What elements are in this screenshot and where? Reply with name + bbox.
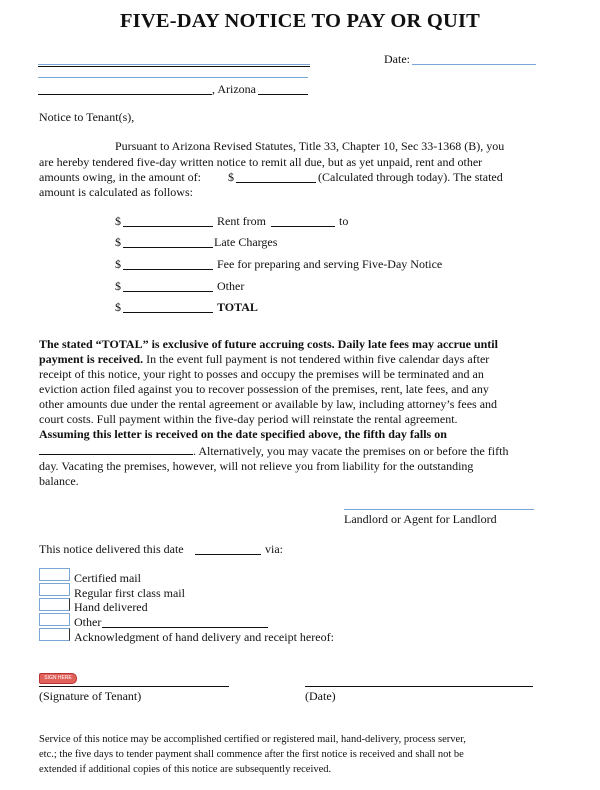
rent-amount-field[interactable] xyxy=(123,226,213,227)
total-amount-field[interactable] xyxy=(123,312,213,313)
footer-line-2: etc.; the five days to tender payment shall commence after the first notice is received and shall not be xyxy=(39,749,464,760)
intro-line-3c: (Calculated through today). The stated xyxy=(318,170,503,184)
date-label: Date: xyxy=(384,52,410,66)
acknowledgment-checkbox[interactable] xyxy=(39,628,70,641)
terms-line-2-bold: payment is received. xyxy=(39,352,144,366)
terms-line-5: other amounts due under the rental agreement or available by law, including attorney’s fees and xyxy=(39,397,498,411)
other-delivery-checkbox[interactable] xyxy=(39,613,70,626)
footer-line-3: extended if additional copies of this notice are subsequently received. xyxy=(39,764,332,775)
intro-line-1: Pursuant to Arizona Revised Statutes, Title 33, Chapter 10, Sec 33-1368 (B), you xyxy=(115,139,505,153)
address-line-1-underline xyxy=(38,66,310,67)
landlord-signature-label: Landlord or Agent for Landlord xyxy=(344,512,497,526)
terms-line-7: Assuming this letter is received on the date specified above, the fifth day falls on xyxy=(39,427,447,441)
greeting: Notice to Tenant(s), xyxy=(39,110,135,124)
other-currency: $ xyxy=(115,279,121,293)
address-line-2[interactable] xyxy=(38,77,308,78)
terms-line-4: eviction action filed against you to recover possession of the premises, rent, late fees, and any xyxy=(39,382,489,396)
delivery-intro: This notice delivered this date xyxy=(39,542,184,556)
acknowledgment-label: Acknowledgment of hand delivery and receipt hereof: xyxy=(74,630,334,644)
tenant-signature-label: (Signature of Tenant) xyxy=(39,689,142,703)
tenant-date-field[interactable] xyxy=(305,686,533,687)
intro-line-3a: amounts owing, in the amount of: xyxy=(39,170,201,184)
sign-here-tag: SIGN HERE xyxy=(39,673,77,684)
delivery-date-field[interactable] xyxy=(195,554,261,555)
tenant-signature-field[interactable] xyxy=(39,686,229,687)
other-delivery-field[interactable] xyxy=(102,627,268,628)
terms-line-6: court costs. Full payment within the five-day period will reinstate the rental agreement. xyxy=(39,412,458,426)
city-line[interactable] xyxy=(38,94,212,95)
terms-paragraph xyxy=(39,337,531,489)
intro-line-2: are hereby tendered five-day written notice to remit all due, but as yet unpaid, rent and other xyxy=(39,155,483,169)
other-label: Other xyxy=(217,279,245,293)
address-line-1[interactable] xyxy=(38,64,310,65)
hand-delivered-label: Hand delivered xyxy=(74,600,148,614)
terms-line-10: balance. xyxy=(39,474,79,488)
fifth-day-field[interactable] xyxy=(39,442,193,455)
zip-line[interactable] xyxy=(258,94,308,95)
amount-field[interactable] xyxy=(236,182,316,183)
other-amount-field[interactable] xyxy=(123,291,213,292)
terms-line-9: day. Vacating the premises, however, will not relieve you from liability for the outstanding xyxy=(39,459,474,473)
terms-line-8: . Alternatively, you may vacate the premises on or before the fifth xyxy=(193,444,509,458)
rent-label: Rent from xyxy=(217,214,266,228)
intro-amount-currency: $ xyxy=(228,170,234,184)
state-label: , Arizona xyxy=(212,82,256,96)
date-field[interactable] xyxy=(412,64,536,65)
late-amount-field[interactable] xyxy=(123,247,213,248)
rent-currency: $ xyxy=(115,214,121,228)
late-currency: $ xyxy=(115,235,121,249)
terms-line-1: The stated “TOTAL” is exclusive of future accruing costs. Daily late fees may accrue until xyxy=(39,337,498,351)
late-label: Late Charges xyxy=(214,235,278,249)
first-class-mail-label: Regular first class mail xyxy=(74,586,185,600)
hand-delivered-checkbox[interactable] xyxy=(39,598,70,611)
rent-to-label: to xyxy=(339,214,349,228)
intro-line-4: amount is calculated as follows: xyxy=(39,185,193,199)
other-delivery-label: Other xyxy=(74,615,102,629)
certified-mail-label: Certified mail xyxy=(74,571,141,585)
footer-line-1: Service of this notice may be accomplished certified or registered mail, hand-delivery, process server, xyxy=(39,734,466,745)
terms-line-3: receipt of this notice, your right to posses and occupy the premises will be terminated and an xyxy=(39,367,484,381)
delivery-via: via: xyxy=(265,542,283,556)
tenant-date-label: (Date) xyxy=(305,689,336,703)
fee-currency: $ xyxy=(115,257,121,271)
fee-label: Fee for preparing and serving Five-Day Notice xyxy=(217,257,443,271)
certified-mail-checkbox[interactable] xyxy=(39,568,70,581)
document-title: FIVE-DAY NOTICE TO PAY OR QUIT xyxy=(119,10,481,32)
fee-amount-field[interactable] xyxy=(123,269,213,270)
landlord-signature-field[interactable] xyxy=(344,509,534,510)
total-label: TOTAL xyxy=(217,300,258,314)
first-class-mail-checkbox[interactable] xyxy=(39,583,70,596)
rent-from-field[interactable] xyxy=(271,226,335,227)
service-footnote xyxy=(39,732,539,777)
terms-line-2: In the event full payment is not tendered within five calendar days after xyxy=(143,352,490,366)
total-currency: $ xyxy=(115,300,121,314)
